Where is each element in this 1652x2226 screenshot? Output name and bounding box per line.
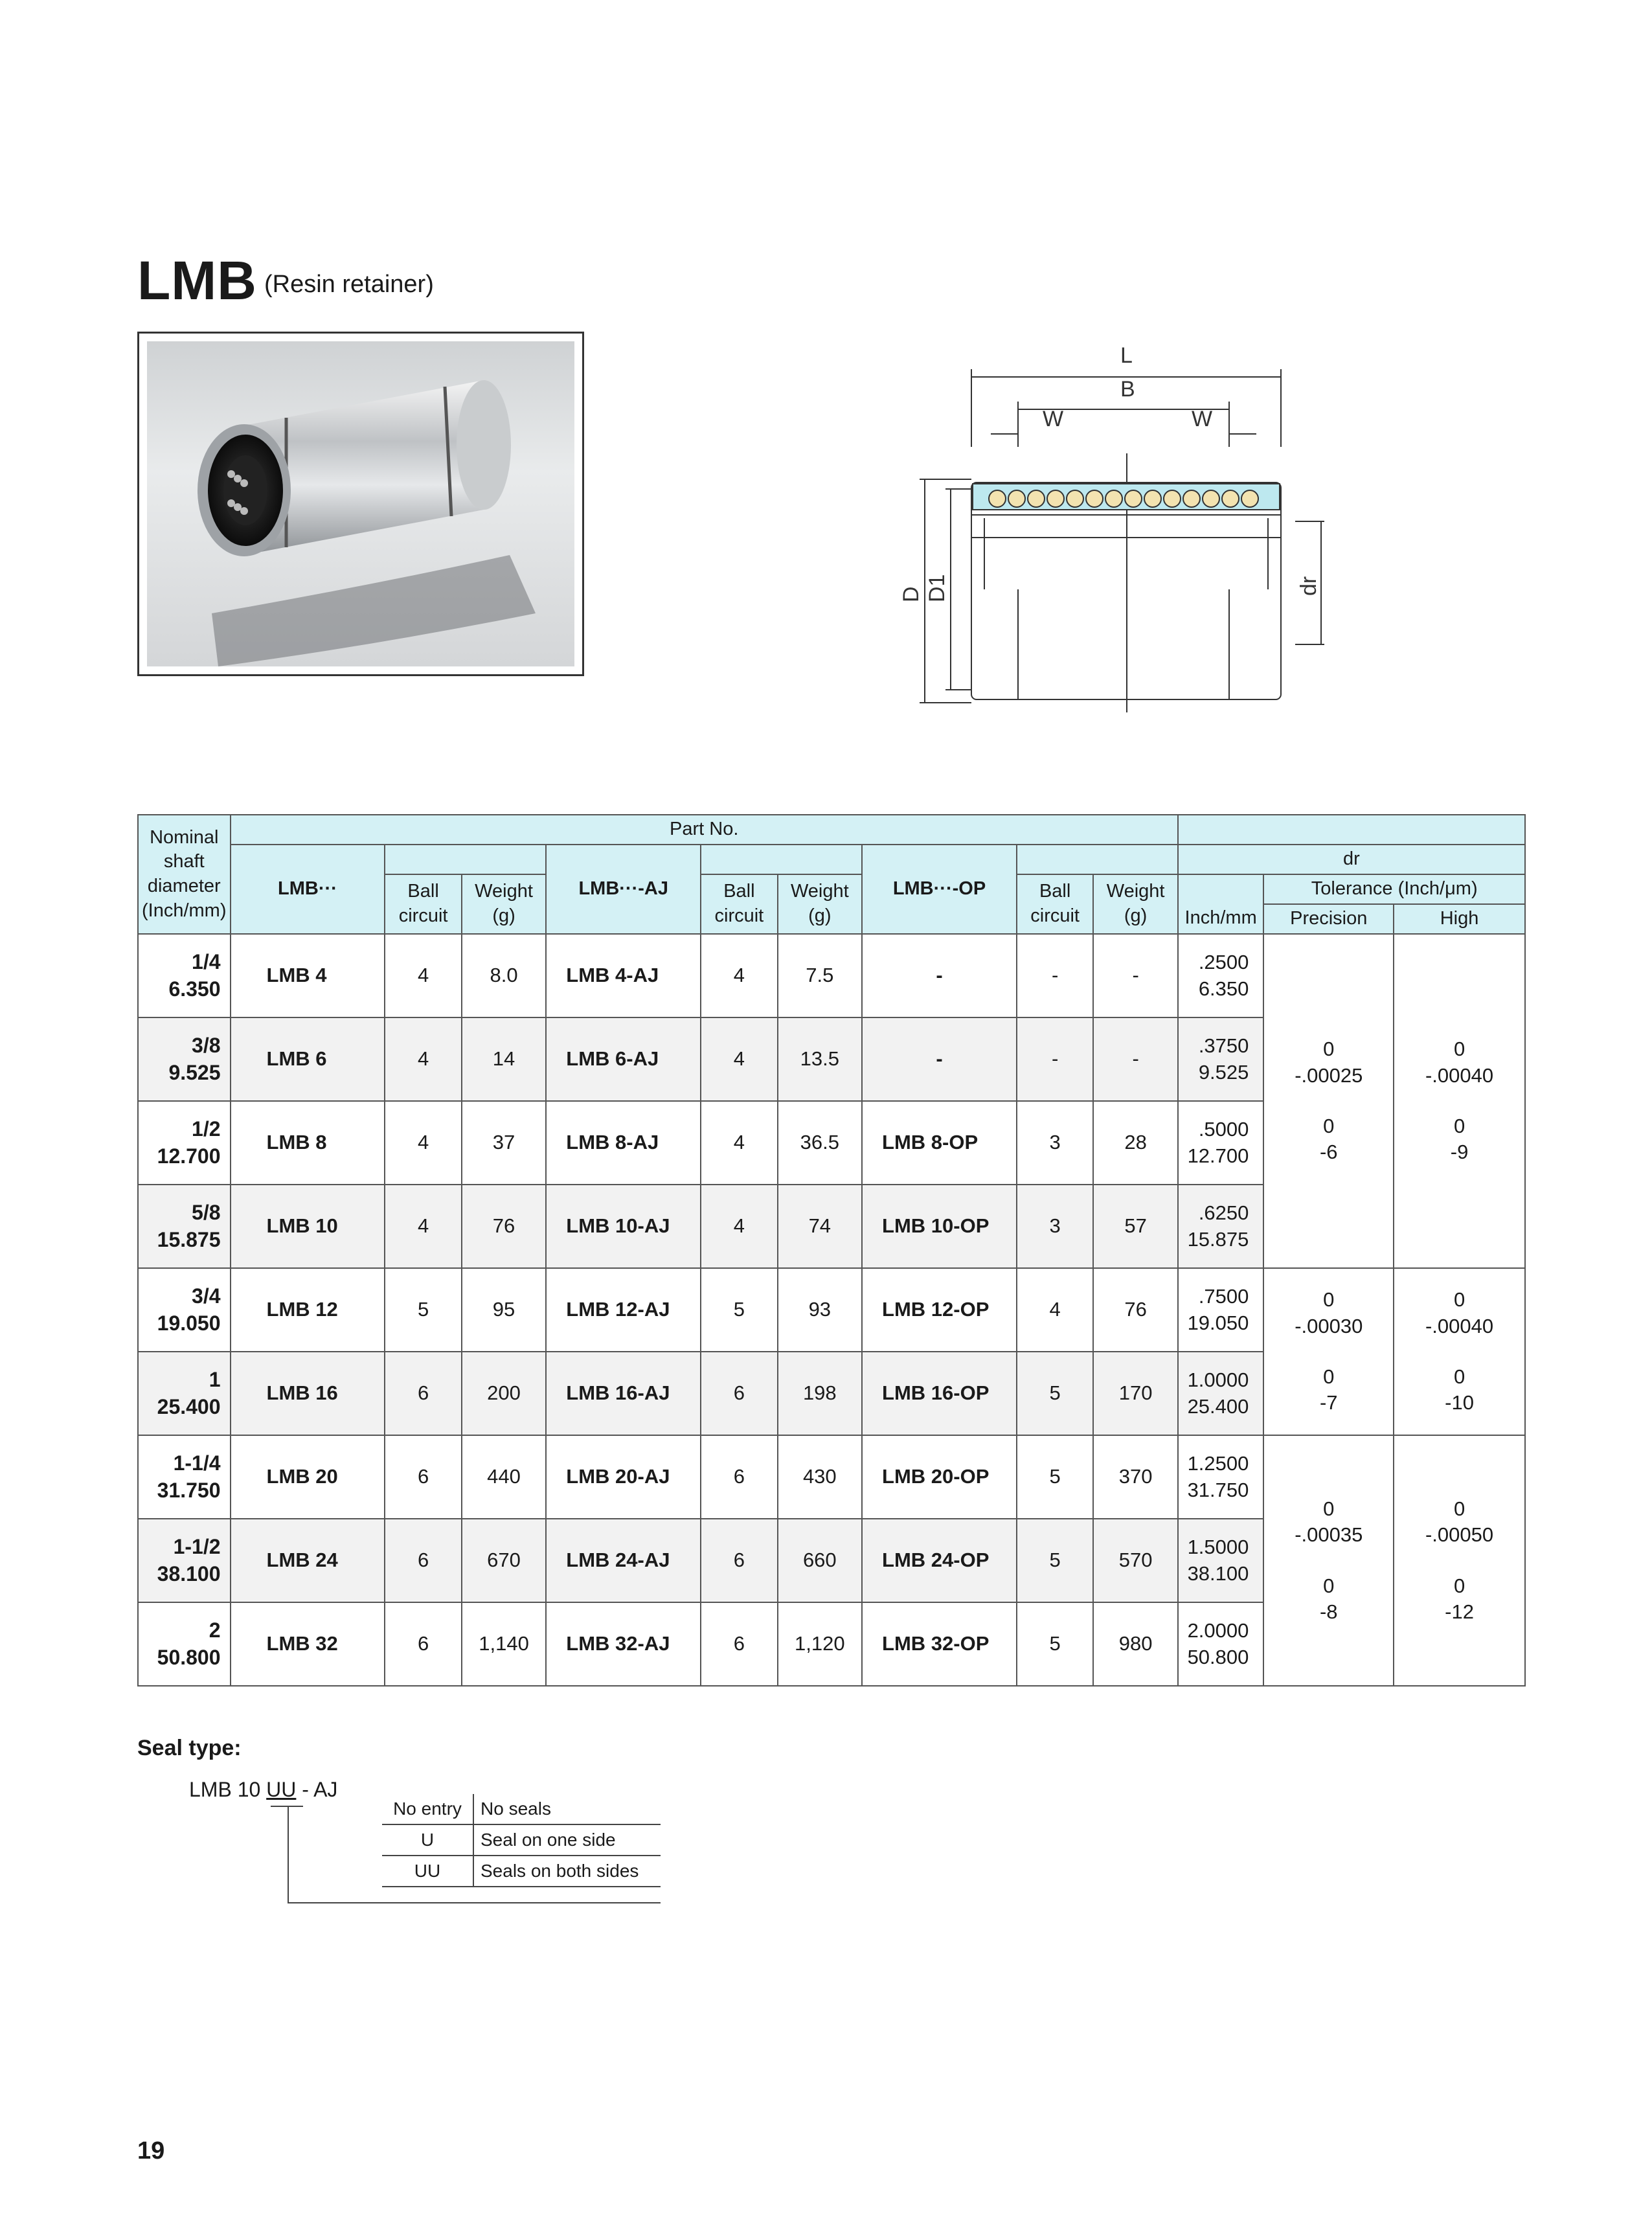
lmb-header: LMB··· xyxy=(231,845,385,934)
part-op-cell: LMB 16-OP xyxy=(862,1352,1017,1435)
op-weight-cell: 980 xyxy=(1093,1602,1178,1686)
aj-ball-circuit-cell: 4 xyxy=(701,1017,777,1101)
op-ball-circuit-cell: 4 xyxy=(1017,1268,1093,1352)
weight-cell: 670 xyxy=(462,1519,546,1602)
part-aj-cell: LMB 4-AJ xyxy=(546,934,701,1017)
aj-weight-cell: 93 xyxy=(778,1268,862,1352)
nominal-diameter-cell: 1/4 6.350 xyxy=(138,934,231,1017)
aj-ball-circuit-cell: 6 xyxy=(701,1352,777,1435)
ball-circuit-cell: 6 xyxy=(385,1602,461,1686)
op-weight-cell: - xyxy=(1093,934,1178,1017)
op-weight-cell: 76 xyxy=(1093,1268,1178,1352)
op-weight-header: Weight (g) xyxy=(1093,874,1178,934)
part-op-cell: LMB 8-OP xyxy=(862,1101,1017,1185)
aj-weight-cell: 7.5 xyxy=(778,934,862,1017)
dim-D-label: D xyxy=(899,586,923,602)
part-lmb-cell: LMB 24 xyxy=(231,1519,385,1602)
spec-table xyxy=(137,814,1526,1687)
op-ball-circuit-cell: 3 xyxy=(1017,1101,1093,1185)
aj-weight-cell: 1,120 xyxy=(778,1602,862,1686)
ball-circuit-header: Ball circuit xyxy=(385,874,461,934)
high-tolerance-cell: 0 -.00040 0 -9 xyxy=(1394,934,1525,1268)
op-weight-cell: 170 xyxy=(1093,1352,1178,1435)
dim-W-right-label: W xyxy=(1192,407,1213,431)
part-op-cell: LMB 12-OP xyxy=(862,1268,1017,1352)
dr-header-top xyxy=(1178,815,1525,845)
op-ball-circuit-cell: 5 xyxy=(1017,1519,1093,1602)
weight-cell: 8.0 xyxy=(462,934,546,1017)
part-no-header: Part No. xyxy=(231,815,1178,845)
aj-ball-circuit-cell: 6 xyxy=(701,1519,777,1602)
part-lmb-cell: LMB 8 xyxy=(231,1101,385,1185)
page-title: LMB xyxy=(137,250,257,311)
part-op-cell: LMB 24-OP xyxy=(862,1519,1017,1602)
aj-weight-cell: 660 xyxy=(778,1519,862,1602)
ball-circuit-cell: 6 xyxy=(385,1519,461,1602)
part-aj-cell: LMB 12-AJ xyxy=(546,1268,701,1352)
table-row xyxy=(138,1435,1525,1519)
aj-weight-cell: 198 xyxy=(778,1352,862,1435)
part-op-cell: LMB 32-OP xyxy=(862,1602,1017,1686)
aj-ball-circuit-cell: 4 xyxy=(701,1185,777,1268)
ball-circuit-cell: 6 xyxy=(385,1435,461,1519)
aj-ball-circuit-cell: 4 xyxy=(701,1101,777,1185)
op-ball-circuit-cell: 5 xyxy=(1017,1602,1093,1686)
weight-cell: 200 xyxy=(462,1352,546,1435)
nominal-diameter-cell: 1 25.400 xyxy=(138,1352,231,1435)
part-lmb-cell: LMB 6 xyxy=(231,1017,385,1101)
part-aj-cell: LMB 24-AJ xyxy=(546,1519,701,1602)
part-aj-cell: LMB 8-AJ xyxy=(546,1101,701,1185)
nominal-diameter-cell: 2 50.800 xyxy=(138,1602,231,1686)
op-ball-circuit-cell: - xyxy=(1017,934,1093,1017)
seal-code-tick xyxy=(271,1806,303,1807)
op-weight-cell: 28 xyxy=(1093,1101,1178,1185)
aj-weight-cell: 430 xyxy=(778,1435,862,1519)
nominal-header: Nominal shaft diameter (Inch/mm) xyxy=(138,815,231,934)
weight-cell: 14 xyxy=(462,1017,546,1101)
part-aj-cell: LMB 16-AJ xyxy=(546,1352,701,1435)
page-subtitle: (Resin retainer) xyxy=(264,271,434,298)
dr-inch-mm-cell: 1.2500 31.750 xyxy=(1178,1435,1263,1519)
op-weight-cell: - xyxy=(1093,1017,1178,1101)
ball-circuit-cell: 4 xyxy=(385,934,461,1017)
precision-tolerance-cell: 0 -.00030 0 -7 xyxy=(1263,1268,1394,1435)
dimension-diagram xyxy=(842,337,1334,725)
ball-circuit-cell: 4 xyxy=(385,1185,461,1268)
nominal-diameter-cell: 5/8 15.875 xyxy=(138,1185,231,1268)
nominal-diameter-cell: 3/4 19.050 xyxy=(138,1268,231,1352)
seal-row: No entry No seals xyxy=(382,1794,661,1824)
dr-inch-mm-cell: .6250 15.875 xyxy=(1178,1185,1263,1268)
ball-circuit-cell: 4 xyxy=(385,1017,461,1101)
seal-connector-vertical xyxy=(288,1806,289,1903)
weight-cell: 95 xyxy=(462,1268,546,1352)
product-photo xyxy=(137,332,584,676)
op-ball-circuit-cell: 5 xyxy=(1017,1435,1093,1519)
high-tolerance-cell: 0 -.00040 0 -10 xyxy=(1394,1268,1525,1435)
seal-type-table xyxy=(382,1794,661,1887)
part-aj-cell: LMB 6-AJ xyxy=(546,1017,701,1101)
weight-header: Weight (g) xyxy=(462,874,546,934)
seal-code-highlight: UU xyxy=(266,1778,297,1801)
lmb-aj-header: LMB···-AJ xyxy=(546,845,701,934)
seal-type-title: Seal type: xyxy=(137,1736,242,1760)
op-weight-cell: 570 xyxy=(1093,1519,1178,1602)
precision-tolerance-cell: 0 -.00035 0 -8 xyxy=(1263,1435,1394,1686)
tolerance-header: Tolerance (Inch/μm) xyxy=(1263,874,1525,904)
dr-inch-mm-cell: 1.0000 25.400 xyxy=(1178,1352,1263,1435)
weight-cell: 1,140 xyxy=(462,1602,546,1686)
weight-cell: 76 xyxy=(462,1185,546,1268)
part-aj-cell: LMB 32-AJ xyxy=(546,1602,701,1686)
high-tolerance-cell: 0 -.00050 0 -12 xyxy=(1394,1435,1525,1686)
ball-circuit-cell: 6 xyxy=(385,1352,461,1435)
high-header: High xyxy=(1394,904,1525,934)
nominal-diameter-cell: 1-1/2 38.100 xyxy=(138,1519,231,1602)
dr-header: dr xyxy=(1178,845,1525,874)
seal-row: U Seal on one side xyxy=(382,1824,661,1856)
op-ball-circuit-cell: 3 xyxy=(1017,1185,1093,1268)
part-op-cell: - xyxy=(862,1017,1017,1101)
seal-type-code: LMB 10 UU - AJ xyxy=(189,1778,338,1801)
dr-inch-mm-cell: .2500 6.350 xyxy=(1178,934,1263,1017)
dim-L-label: L xyxy=(1120,343,1133,368)
dim-W-left-label: W xyxy=(1043,407,1064,431)
aj-ball-circuit-cell: 6 xyxy=(701,1602,777,1686)
op-weight-cell: 57 xyxy=(1093,1185,1178,1268)
aj-ball-circuit-header: Ball circuit xyxy=(701,874,777,934)
dr-inch-mm-cell: .3750 9.525 xyxy=(1178,1017,1263,1101)
part-op-cell: LMB 20-OP xyxy=(862,1435,1017,1519)
op-ball-circuit-header: Ball circuit xyxy=(1017,874,1093,934)
part-lmb-cell: LMB 10 xyxy=(231,1185,385,1268)
dim-B-label: B xyxy=(1120,377,1135,402)
aj-ball-circuit-cell: 4 xyxy=(701,934,777,1017)
aj-weight-cell: 74 xyxy=(778,1185,862,1268)
part-aj-cell: LMB 10-AJ xyxy=(546,1185,701,1268)
precision-tolerance-cell: 0 -.00025 0 -6 xyxy=(1263,934,1394,1268)
ball-circuit-cell: 5 xyxy=(385,1268,461,1352)
dr-inch-mm-cell: .7500 19.050 xyxy=(1178,1268,1263,1352)
weight-cell: 440 xyxy=(462,1435,546,1519)
part-op-cell: - xyxy=(862,934,1017,1017)
weight-cell: 37 xyxy=(462,1101,546,1185)
table-row xyxy=(138,934,1525,1017)
precision-header: Precision xyxy=(1263,904,1394,934)
part-lmb-cell: LMB 20 xyxy=(231,1435,385,1519)
dim-dr-label: dr xyxy=(1296,576,1321,596)
dr-inch-mm-cell: 2.0000 50.800 xyxy=(1178,1602,1263,1686)
nominal-diameter-cell: 3/8 9.525 xyxy=(138,1017,231,1101)
table-row xyxy=(138,1268,1525,1352)
part-lmb-cell: LMB 16 xyxy=(231,1352,385,1435)
op-ball-circuit-cell: - xyxy=(1017,1017,1093,1101)
part-lmb-cell: LMB 4 xyxy=(231,934,385,1017)
nominal-diameter-cell: 1/2 12.700 xyxy=(138,1101,231,1185)
op-ball-circuit-cell: 5 xyxy=(1017,1352,1093,1435)
part-op-cell: LMB 10-OP xyxy=(862,1185,1017,1268)
aj-weight-cell: 13.5 xyxy=(778,1017,862,1101)
seal-connector-horizontal xyxy=(288,1902,661,1903)
nominal-diameter-cell: 1-1/4 31.750 xyxy=(138,1435,231,1519)
linear-bushing-image xyxy=(147,341,574,666)
dr-inch-mm-cell: .5000 12.700 xyxy=(1178,1101,1263,1185)
ball-circuit-cell: 4 xyxy=(385,1101,461,1185)
seal-row: UU Seals on both sides xyxy=(382,1856,661,1887)
part-lmb-cell: LMB 12 xyxy=(231,1268,385,1352)
aj-ball-circuit-cell: 5 xyxy=(701,1268,777,1352)
part-lmb-cell: LMB 32 xyxy=(231,1602,385,1686)
op-weight-cell: 370 xyxy=(1093,1435,1178,1519)
dim-D1-label: D1 xyxy=(925,574,949,602)
page-number: 19 xyxy=(137,2137,165,2164)
aj-weight-header: Weight (g) xyxy=(778,874,862,934)
inch-mm-header: Inch/mm xyxy=(1178,874,1263,934)
lmb-op-header: LMB···-OP xyxy=(862,845,1017,934)
aj-weight-cell: 36.5 xyxy=(778,1101,862,1185)
part-aj-cell: LMB 20-AJ xyxy=(546,1435,701,1519)
aj-ball-circuit-cell: 6 xyxy=(701,1435,777,1519)
dr-inch-mm-cell: 1.5000 38.100 xyxy=(1178,1519,1263,1602)
